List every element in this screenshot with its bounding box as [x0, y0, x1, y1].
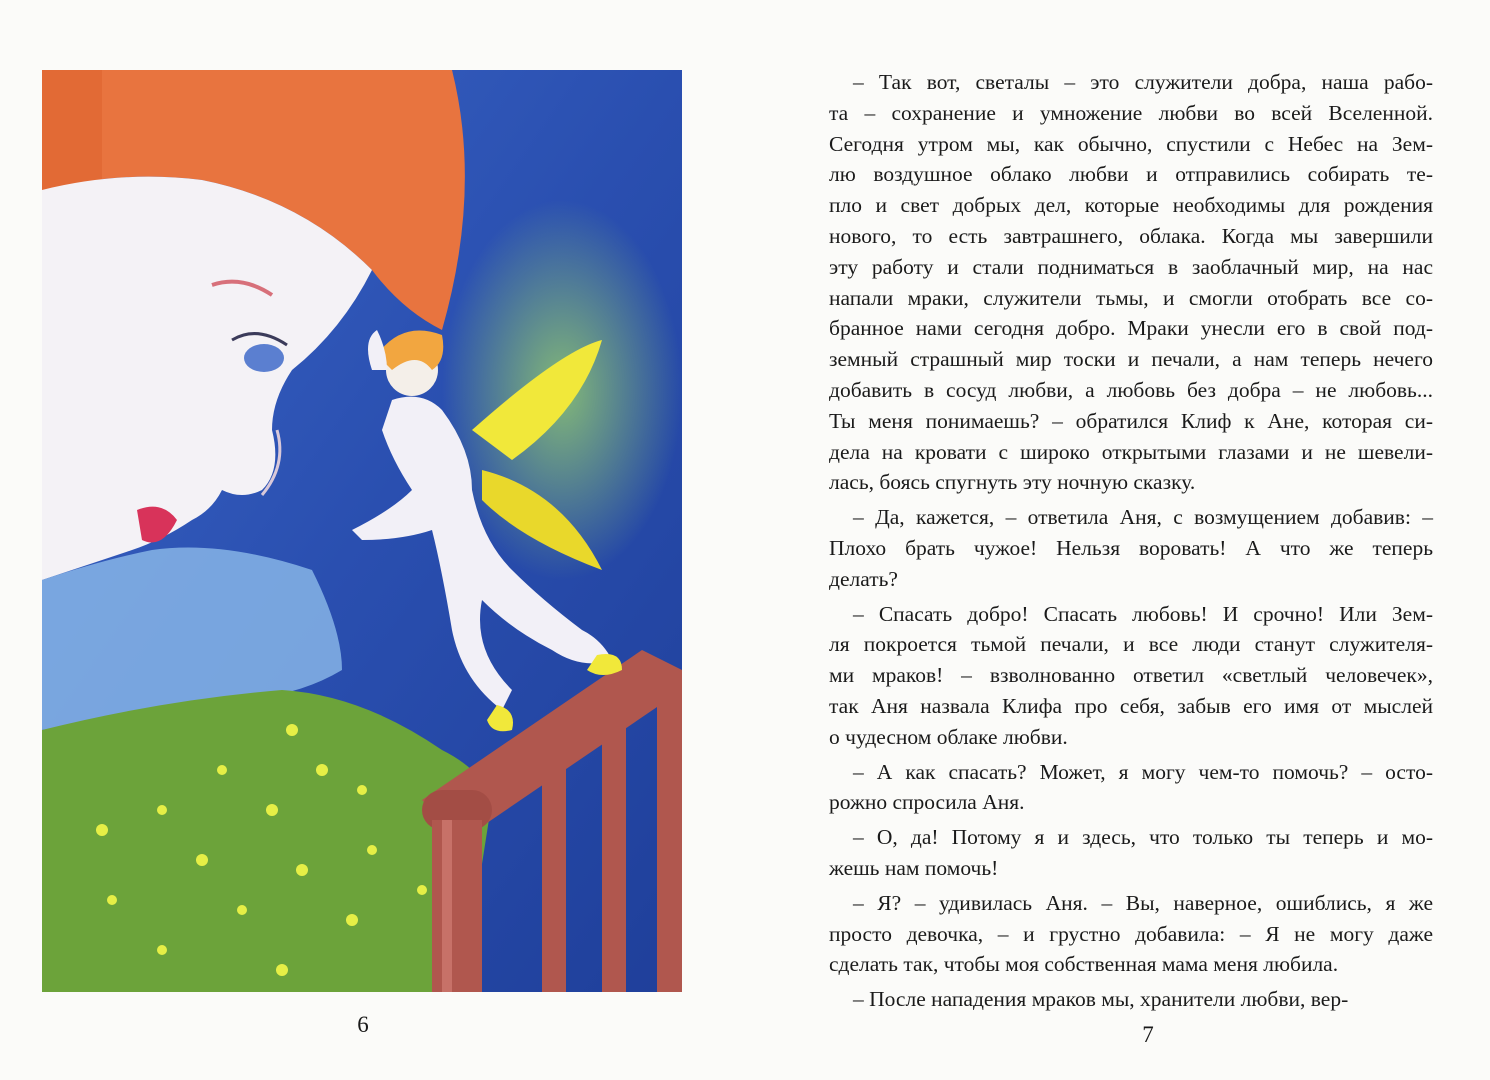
text-line: – Я? – удивилась Аня. – Вы, наверное, ошиблись, я же: [853, 890, 1433, 915]
text-line: та – сохранение и умножение любви во всей Вселенной.: [829, 100, 1433, 125]
paragraph: [829, 502, 1433, 594]
text-line: так Аня назвала Клифа про себя, забыв его имя от мыслей: [829, 693, 1433, 718]
text-line: делать?: [829, 566, 898, 591]
text-line: – Спасать добро! Спасать любовь! И срочно! Или Зем-: [853, 601, 1433, 626]
text-line: ля покроется тьмой печали, и все люди станут служителя-: [829, 632, 1433, 657]
paragraph: [829, 822, 1433, 884]
text-line: – О, да! Потому я и здесь, что только ты теперь и мо-: [853, 825, 1433, 850]
text-line: напали мраки, служители тьмы, и смогли отобрать все со-: [829, 285, 1433, 310]
text-line: ми мраков! – взволнованно ответил «светлый человечек»,: [829, 663, 1433, 688]
page-number-left: 6: [357, 1012, 369, 1037]
text-line: дела на кровати с широко открытыми глазами и не шевели-: [829, 439, 1433, 464]
text-line: сделать так, чтобы моя собственная мама меня любила.: [829, 952, 1339, 977]
text-line: просто девочка, – и грустно добавила: – Я не могу даже: [829, 921, 1433, 946]
paragraph: [829, 888, 1433, 980]
text-line: – А как спасать? Может, я могу чем-то помочь? – осто-: [853, 759, 1433, 784]
text-line: эту работу и стали подниматься в заоблачный мир, на нас: [829, 254, 1433, 279]
text-line: лю воздушное облако любви и отправились собирать те-: [829, 162, 1433, 187]
text-line: – После нападения мраков мы, хранители любви, вер-: [853, 987, 1349, 1012]
text-line: Ты меня понимаешь? – обратился Клиф к Ане, которая си-: [829, 408, 1433, 433]
story-text: [829, 67, 1433, 1019]
text-line: пло и свет добрых дел, которые необходимы для рождения: [829, 193, 1433, 218]
text-line: рожно спросила Аня.: [829, 790, 1025, 815]
text-line: бранное нами сегодня добро. Мраки унесли его в свой под-: [829, 316, 1433, 341]
page-number-right: 7: [1142, 1022, 1154, 1047]
text-line: нового, то есть завтрашнего, облака. Когда мы завершили: [829, 223, 1433, 248]
paragraph: [829, 599, 1433, 753]
text-line: земный страшный мир тоски и печали, а нам теперь нечего: [829, 347, 1433, 372]
paragraph: [829, 757, 1433, 819]
paragraph: [829, 984, 1433, 1015]
text-line: лась, боясь спугнуть эту ночную сказку.: [829, 470, 1196, 495]
illustration-girl-and-fairy: [42, 70, 682, 992]
text-line: о чудесном облаке любви.: [829, 724, 1068, 749]
text-line: – Так вот, светалы – это служители добра, наша рабо-: [853, 70, 1433, 94]
text-line: Плохо брать чужое! Нельзя воровать! А что же теперь: [829, 535, 1433, 560]
text-line: жешь нам помочь!: [829, 855, 999, 880]
paragraph: [829, 67, 1433, 498]
text-line: Сегодня утром мы, как обычно, спустили с Небес на Зем-: [829, 131, 1433, 156]
text-line: – Да, кажется, – ответила Аня, с возмущением добавив: –: [853, 505, 1433, 530]
text-line: добавить в сосуд любви, а любовь без добра – не любовь...: [829, 377, 1433, 402]
right-page: [745, 0, 1490, 1080]
